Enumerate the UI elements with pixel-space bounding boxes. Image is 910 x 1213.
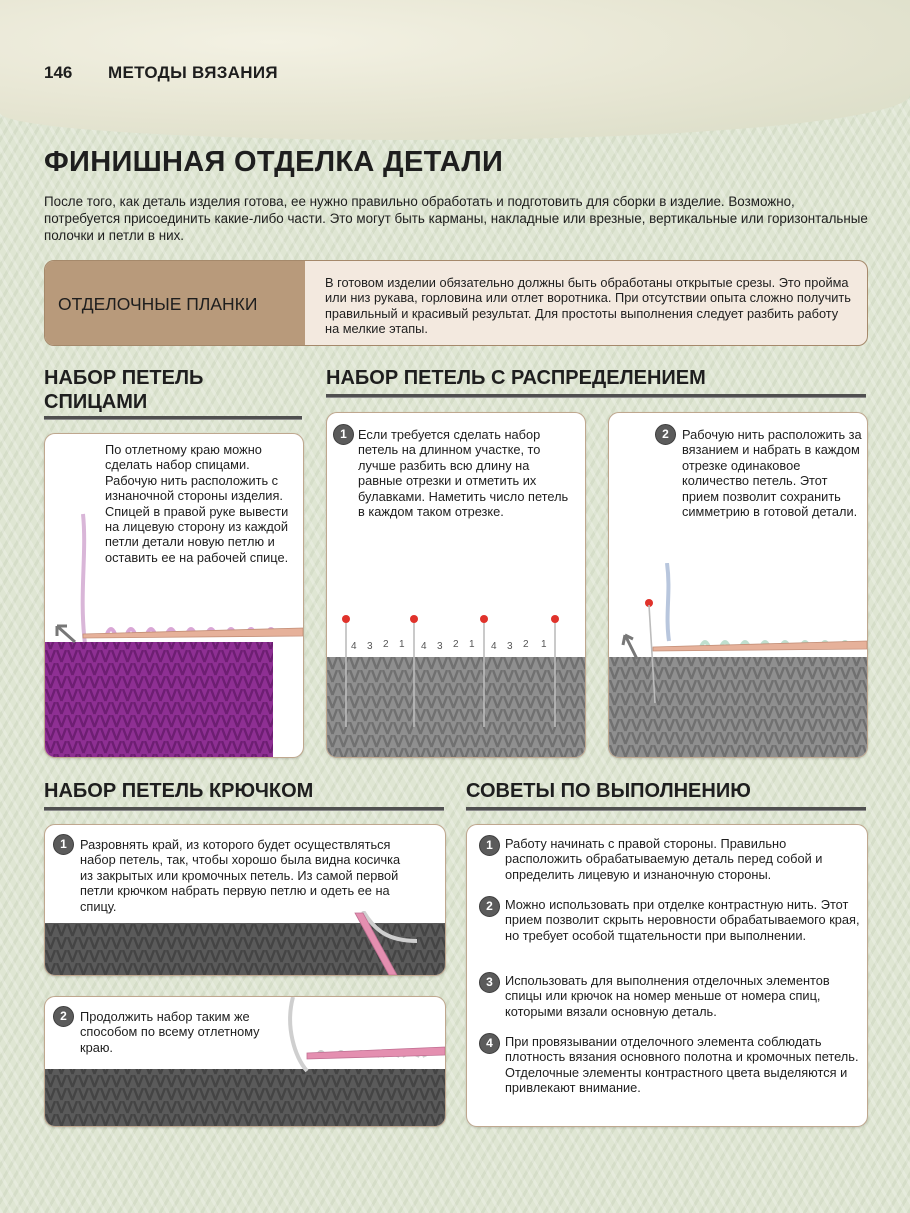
crochet-step2-text: Продолжить набор таким же способом по всему отлетному краю. xyxy=(80,1009,260,1055)
stitch-label: 1 xyxy=(399,639,405,650)
heading-tips: СОВЕТЫ ПО ВЫПОЛНЕНИЮ xyxy=(466,780,751,802)
band-title-block xyxy=(45,261,305,345)
crochet-step1-text: Разровнять край, из которого будет осуществляться набор петель, так, чтобы хорошо была видна косичка из закрытых или кромочных петель. Из самой первой петли крючком набрать первую петлю и одеть ее на спицу. xyxy=(80,837,401,914)
card-needles xyxy=(44,433,304,758)
direction-arrow-icon xyxy=(57,626,75,642)
step-number-badge: 1 xyxy=(333,424,354,445)
heading-rule xyxy=(44,416,302,420)
step-number-badge: 2 xyxy=(655,424,676,445)
intro-paragraph: После того, как деталь изделия готова, ее нужно правильно обработать и подготовить для сборки в изделие. Возможно, потребуется присоединить какие-либо части. Это могут быть карманы, накладные или врезные, вертикальные или горизонтальные полочки и петли в них. xyxy=(44,194,868,243)
heading-rule xyxy=(44,807,444,811)
heading-needles: НАБОР ПЕТЕЛЬ СПИЦАМИ xyxy=(44,367,204,413)
heading-rule xyxy=(326,394,866,398)
knitting-needle xyxy=(653,641,867,651)
distribution-step1-text: Если требуется сделать набор петель на длинном участке, то лучше разбить всю длину на равные отрезки и отметить их булавками. Наметить число петель в каждом таком отрезке. xyxy=(358,427,569,520)
stitch-label: 3 xyxy=(437,641,443,652)
stitch-label: 1 xyxy=(541,639,547,650)
stitch-label: 3 xyxy=(507,641,513,652)
dark-knit-fabric xyxy=(45,1069,445,1126)
stitch-label: 1 xyxy=(469,639,475,650)
working-yarn xyxy=(290,997,307,1071)
grey-knit-fabric xyxy=(609,657,867,757)
tip-text: Работу начинать с правой стороны. Правильно расположить обрабатываемую деталь перед собой и определить лицевую и изнаночную стороны. xyxy=(505,836,823,882)
tip-number-badge: 4 xyxy=(479,1033,500,1054)
tip-number-badge: 1 xyxy=(479,835,500,856)
stitch-label: 4 xyxy=(491,641,497,652)
card-crochet-1 xyxy=(44,824,446,976)
step-number-badge: 2 xyxy=(53,1006,74,1027)
stitch-label: 4 xyxy=(421,641,427,652)
page-title: ФИНИШНАЯ ОТДЕЛКА ДЕТАЛИ xyxy=(44,146,504,178)
stitch-label: 2 xyxy=(453,639,459,650)
direction-arrow-icon xyxy=(623,635,637,659)
heading-rule xyxy=(466,807,866,811)
card-tips xyxy=(466,824,868,1127)
card-distribution-2 xyxy=(608,412,868,758)
card-crochet-2 xyxy=(44,996,446,1127)
contrast-yarn xyxy=(667,563,669,641)
pins-illustration xyxy=(327,605,585,757)
band-text: В готовом изделии обязательно должны быть обработаны открытые срезы. Это пройма или низ рукава, горловина или отлет воротника. При отсутствии опыта сложно получить правильный и красивый результат. Для простоты выполнения следует разбить работу на мелкие этапы. xyxy=(325,275,851,337)
heading-crochet: НАБОР ПЕТЕЛЬ КРЮЧКОМ xyxy=(44,780,314,802)
stitch-label: 3 xyxy=(367,641,373,652)
crochet-illustration-2 xyxy=(45,997,445,1126)
heading-distribution: НАБОР ПЕТЕЛЬ С РАСПРЕДЕЛЕНИЕМ xyxy=(326,367,706,389)
finishing-strips-band xyxy=(44,260,868,346)
working-yarn xyxy=(83,514,85,644)
purple-knit-fabric xyxy=(45,642,273,757)
tip-number-badge: 2 xyxy=(479,896,500,917)
card-distribution-1 xyxy=(326,412,586,758)
stitch-label: 2 xyxy=(383,639,389,650)
tip-number-badge: 3 xyxy=(479,972,500,993)
needles-illustration xyxy=(45,494,303,757)
card-needles-text: По отлетному краю можно сделать набор спицами. Рабочую нить расположить с изнаночной стороны изделия. Спицей в правой руке вывести на лицевую сторону из каждой петли детали новую петлю и оставить ее на рабочей спице. xyxy=(105,442,289,565)
crochet-illustration-1 xyxy=(45,911,445,975)
tip-text: Использовать для выполнения отделочных элементов спицы или крючок на номер меньше от номера спиц, которыми вязали основную деталь. xyxy=(505,973,830,1019)
stitch-label: 2 xyxy=(523,639,529,650)
step-number-badge: 1 xyxy=(53,834,74,855)
page-number: 146 xyxy=(44,63,73,82)
running-title: МЕТОДЫ ВЯЗАНИЯ xyxy=(108,63,278,82)
stitch-count-labels xyxy=(351,639,547,652)
tip-text: При провязывании отделочного элемента соблюдать плотность вязания основного полотна и кромочных петель. Отделочные элементы контрастного цвета выделяются и привлекают внимание. xyxy=(505,1034,859,1096)
pin-heads xyxy=(342,615,559,623)
contrast-yarn-illustration xyxy=(609,563,867,757)
distribution-step2-text: Рабочую нить расположить за вязанием и набрать в каждом отрезке одинаковое количество петель. Этот прием позволит сохранить симметрию в готовой детали. xyxy=(682,427,862,520)
band-title: ОТДЕЛОЧНЫЕ ПЛАНКИ xyxy=(58,294,258,314)
grey-knit-fabric xyxy=(327,657,585,757)
tip-text: Можно использовать при отделке контрастную нить. Этот прием позволит скрыть неровности обрабатываемого края, но требует особой тщательности при выполнении. xyxy=(505,897,860,943)
stitch-label: 4 xyxy=(351,641,357,652)
